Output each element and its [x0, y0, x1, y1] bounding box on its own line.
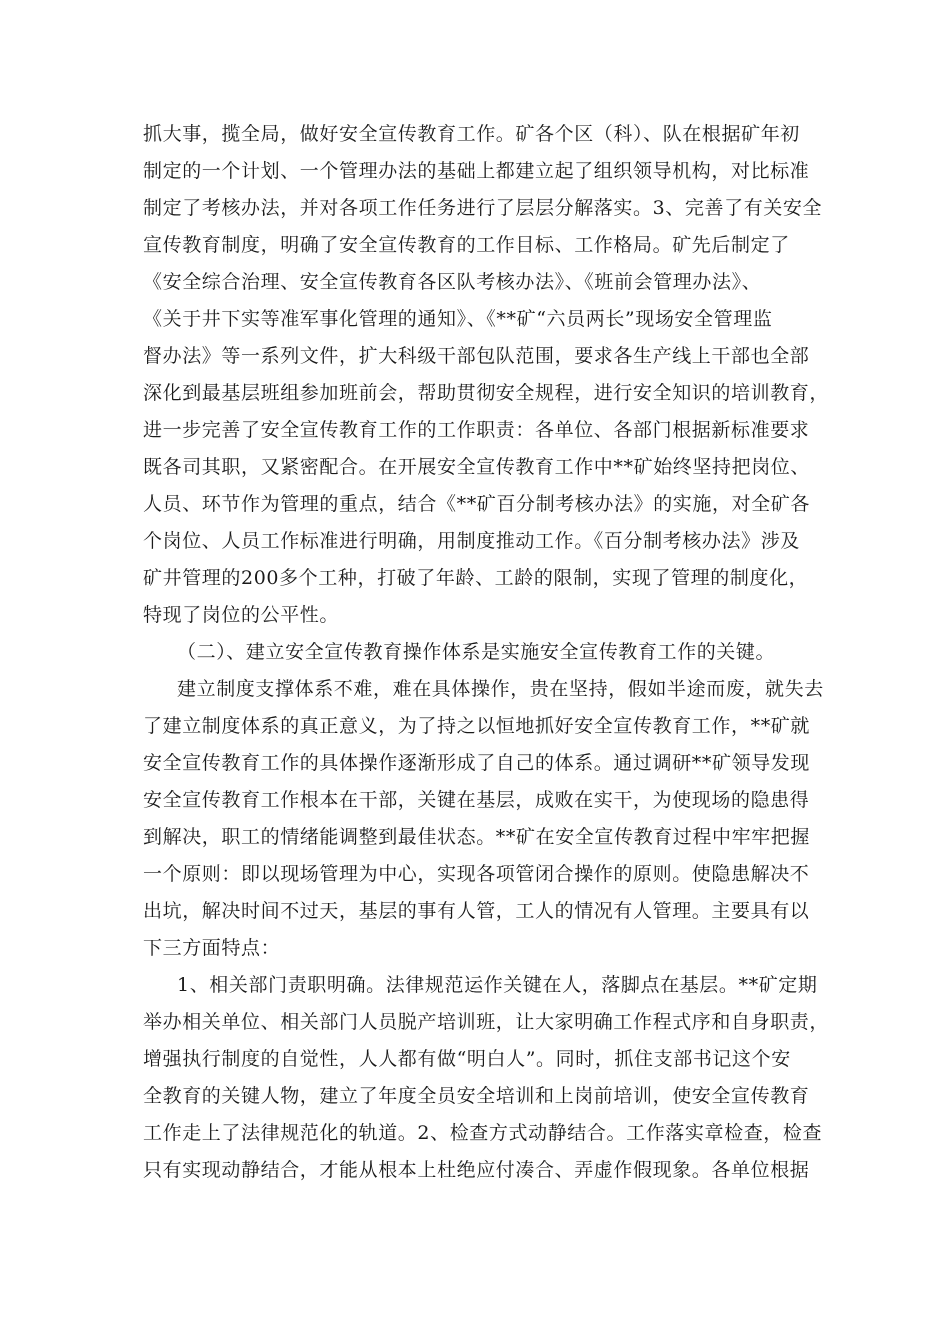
paragraph-line: 下三方面特点：	[143, 937, 281, 959]
paragraph-line: 安全宣传教育工作的具体操作逐渐形成了自己的体系。通过调研**矿领导发现	[143, 752, 811, 774]
paragraph-line: 制定了考核办法，并对各项工作任务进行了层层分解落实。3、完善了有关安全	[143, 197, 823, 219]
paragraph-line: 制定的一个计划、一个管理办法的基础上都建立起了组织领导机构，对比标准	[143, 160, 810, 182]
paragraph-line: 了建立制度体系的真正意义，为了持之以恒地抓好安全宣传教育工作，**矿就	[143, 715, 811, 737]
paragraph-line: 只有实现动静结合，才能从根本上杜绝应付凑合、弄虚作假现象。各单位根据	[143, 1159, 810, 1181]
paragraph-line: 一个原则：即以现场管理为中心，实现各项管闭合操作的原则。使隐患解决不	[143, 863, 810, 885]
paragraph-line: 既各司其职，又紧密配合。在开展安全宣传教育工作中**矿始终坚持把岗位、	[143, 456, 811, 478]
paragraph-line: 深化到最基层班组参加班前会，帮助贯彻安全规程，进行安全知识的培训教育，	[143, 382, 830, 404]
paragraph-line: 进一步完善了安全宣传教育工作的工作职责：各单位、各部门根据新标准要求	[143, 419, 810, 441]
paragraph-line: 到解决，职工的情绪能调整到最佳状态。**矿在安全宣传教育过程中牢牢把握	[143, 826, 811, 848]
paragraph-line: 人员、环节作为管理的重点，结合《**矿百分制考核办法》的实施，对全矿各	[143, 493, 811, 515]
paragraph-line: 建立制度支撑体系不难，难在具体操作，贵在坚持，假如半途而废，就失去	[177, 678, 824, 700]
paragraph-line: 抓大事，揽全局，做好安全宣传教育工作。矿各个区（科）、队在根据矿年初	[143, 123, 800, 145]
paragraph-line: 举办相关单位、相关部门人员脱产培训班，让大家明确工作程式序和自身职责，	[143, 1011, 830, 1033]
paragraph-line: 安全宣传教育工作根本在干部，关键在基层，成败在实干，为使现场的隐患得	[143, 789, 810, 811]
paragraph-line: 《关于井下实等准军事化管理的通知》、《**矿“六员两长”现场安全管理监	[143, 308, 773, 330]
paragraph-line: 增强执行制度的自觉性，人人都有做“明白人”。同时，抓住支部书记这个安	[143, 1048, 791, 1070]
paragraph-line: 出坑，解决时间不过天，基层的事有人管，工人的情况有人管理。主要具有以	[143, 900, 810, 922]
paragraph-line: 个岗位、人员工作标准进行明确，用制度推动工作。《百分制考核办法》涉及	[143, 530, 800, 552]
paragraph-line: 督办法》等一系列文件，扩大科级干部包队范围，要求各生产线上干部也全部	[143, 345, 810, 367]
paragraph-line: 1、相关部门责职明确。法律规范运作关键在人，落脚点在基层。**矿定期	[177, 974, 818, 996]
section-heading: （二）、建立安全宣传教育操作体系是实施安全宣传教育工作的关键。	[177, 641, 776, 663]
paragraph-line: 工作走上了法律规范化的轨道。2、检查方式动静结合。工作落实章检查，检查	[143, 1122, 823, 1144]
paragraph-line: 矿井管理的200多个工种，打破了年龄、工龄的限制，实现了管理的制度化，	[143, 567, 809, 589]
paragraph-line: 《安全综合治理、安全宣传教育各区队考核办法》、《班前会管理办法》、	[143, 271, 762, 293]
paragraph-line: 特现了岗位的公平性。	[143, 604, 340, 626]
paragraph-line: 全教育的关键人物，建立了年度全员安全培训和上岗前培训，使安全宣传教育	[143, 1085, 810, 1107]
paragraph-line: 宣传教育制度，明确了安全宣传教育的工作目标、工作格局。矿先后制定了	[143, 234, 790, 256]
